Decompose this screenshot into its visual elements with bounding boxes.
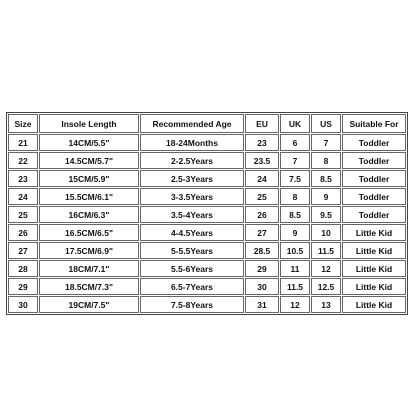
cell-us: 8.5	[311, 170, 341, 187]
size-chart	[6, 112, 404, 315]
cell-suitable-for: Toddler	[342, 152, 406, 169]
cell-suitable-for: Little Kid	[342, 242, 406, 259]
cell-eu: 25	[245, 188, 279, 205]
cell-insole-length: 16.5CM/6.5"	[39, 224, 139, 241]
header-recommended-age: Recommended Age	[140, 114, 244, 133]
cell-size: 30	[8, 296, 38, 313]
cell-recommended-age: 2-2.5Years	[140, 152, 244, 169]
cell-insole-length: 19CM/7.5"	[39, 296, 139, 313]
cell-insole-length: 15CM/5.9"	[39, 170, 139, 187]
cell-suitable-for: Toddler	[342, 206, 406, 223]
cell-recommended-age: 7.5-8Years	[140, 296, 244, 313]
cell-size: 28	[8, 260, 38, 277]
cell-insole-length: 14CM/5.5"	[39, 134, 139, 151]
table-body	[8, 134, 406, 313]
cell-eu: 27	[245, 224, 279, 241]
cell-size: 21	[8, 134, 38, 151]
cell-size: 26	[8, 224, 38, 241]
cell-us: 10	[311, 224, 341, 241]
cell-size: 29	[8, 278, 38, 295]
cell-size: 25	[8, 206, 38, 223]
cell-insole-length: 16CM/6.3"	[39, 206, 139, 223]
cell-eu: 26	[245, 206, 279, 223]
cell-recommended-age: 5-5.5Years	[140, 242, 244, 259]
table-row	[8, 134, 406, 151]
table-row	[8, 278, 406, 295]
cell-uk: 8	[280, 188, 310, 205]
cell-eu: 31	[245, 296, 279, 313]
cell-us: 13	[311, 296, 341, 313]
cell-insole-length: 18.5CM/7.3"	[39, 278, 139, 295]
table-row	[8, 170, 406, 187]
cell-recommended-age: 3.5-4Years	[140, 206, 244, 223]
table-row	[8, 242, 406, 259]
cell-insole-length: 17.5CM/6.9"	[39, 242, 139, 259]
cell-us: 8	[311, 152, 341, 169]
cell-eu: 29	[245, 260, 279, 277]
cell-suitable-for: Little Kid	[342, 260, 406, 277]
header-eu: EU	[245, 114, 279, 133]
cell-insole-length: 14.5CM/5.7"	[39, 152, 139, 169]
header-insole-length: Insole Length	[39, 114, 139, 133]
cell-eu: 30	[245, 278, 279, 295]
table-row	[8, 224, 406, 241]
cell-eu: 28.5	[245, 242, 279, 259]
cell-suitable-for: Toddler	[342, 188, 406, 205]
cell-suitable-for: Little Kid	[342, 296, 406, 313]
cell-uk: 7	[280, 152, 310, 169]
size-table	[6, 112, 408, 315]
table-row	[8, 296, 406, 313]
cell-eu: 23	[245, 134, 279, 151]
cell-recommended-age: 5.5-6Years	[140, 260, 244, 277]
cell-recommended-age: 3-3.5Years	[140, 188, 244, 205]
cell-us: 9.5	[311, 206, 341, 223]
header-uk: UK	[280, 114, 310, 133]
cell-insole-length: 15.5CM/6.1"	[39, 188, 139, 205]
cell-suitable-for: Little Kid	[342, 224, 406, 241]
table-header-row	[8, 114, 406, 133]
cell-us: 9	[311, 188, 341, 205]
cell-recommended-age: 4-4.5Years	[140, 224, 244, 241]
cell-size: 27	[8, 242, 38, 259]
cell-suitable-for: Toddler	[342, 170, 406, 187]
header-us: US	[311, 114, 341, 133]
cell-us: 12	[311, 260, 341, 277]
table-row	[8, 260, 406, 277]
cell-us: 11.5	[311, 242, 341, 259]
cell-eu: 24	[245, 170, 279, 187]
cell-suitable-for: Toddler	[342, 134, 406, 151]
cell-uk: 11	[280, 260, 310, 277]
cell-size: 22	[8, 152, 38, 169]
cell-eu: 23.5	[245, 152, 279, 169]
cell-insole-length: 18CM/7.1"	[39, 260, 139, 277]
cell-uk: 9	[280, 224, 310, 241]
cell-uk: 8.5	[280, 206, 310, 223]
cell-uk: 11.5	[280, 278, 310, 295]
cell-uk: 7.5	[280, 170, 310, 187]
table-row	[8, 188, 406, 205]
table-row	[8, 152, 406, 169]
cell-us: 7	[311, 134, 341, 151]
cell-us: 12.5	[311, 278, 341, 295]
cell-size: 23	[8, 170, 38, 187]
cell-recommended-age: 18-24Months	[140, 134, 244, 151]
cell-suitable-for: Little Kid	[342, 278, 406, 295]
cell-uk: 12	[280, 296, 310, 313]
cell-uk: 10.5	[280, 242, 310, 259]
header-size: Size	[8, 114, 38, 133]
cell-size: 24	[8, 188, 38, 205]
cell-recommended-age: 2.5-3Years	[140, 170, 244, 187]
cell-recommended-age: 6.5-7Years	[140, 278, 244, 295]
table-row	[8, 206, 406, 223]
cell-uk: 6	[280, 134, 310, 151]
header-suitable-for: Suitable For	[342, 114, 406, 133]
